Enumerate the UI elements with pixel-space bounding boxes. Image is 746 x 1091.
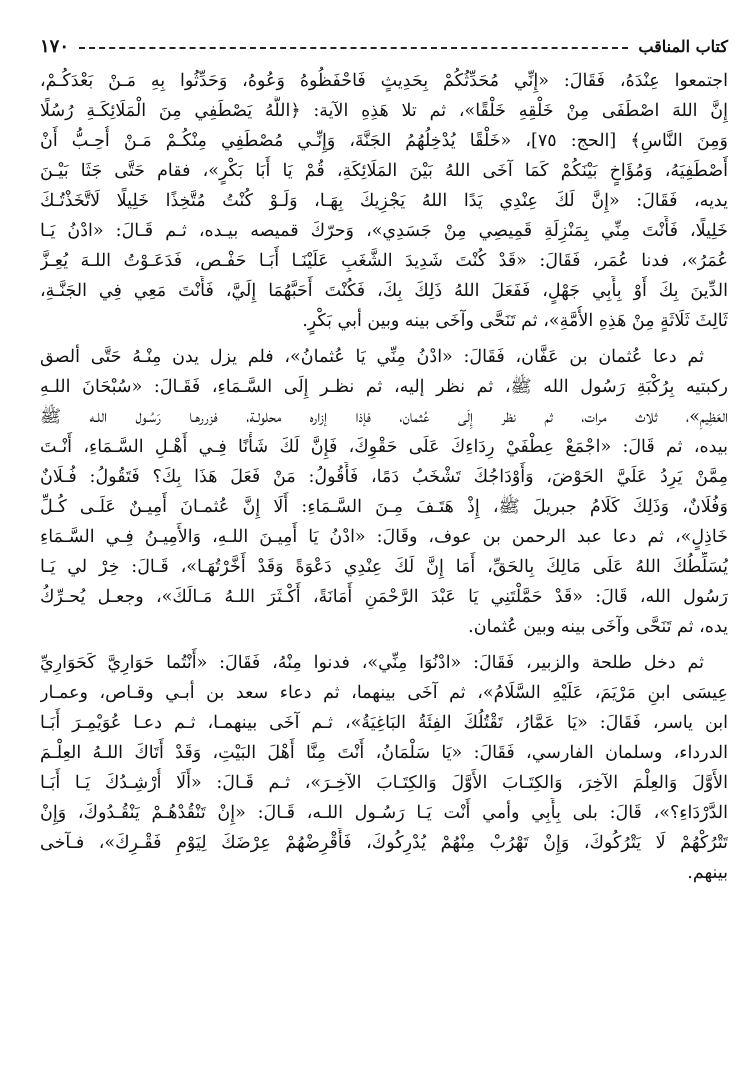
text-line: الدَّرْدَاءِ؟»، قَالَ: بلى بِأَبِي وأمي أَنْت يَـا رَسُـول اللـه، قَـالَ: «إِنْ تَنْقُدْهُـمْ يَنْقُـدُوكَ، وَإِنْ bbox=[40, 803, 728, 823]
running-header bbox=[40, 33, 728, 59]
text-line: بيده، ثم قَالَ: «اجْمَعْ عِطْفَيْ رِدَاءِكَ عَلَى حَقْوِكَ، فَإِنَّ لَكَ شَأْنًا فِـي أَهْـلِ السَّـمَاءِ، أَنْـتَ bbox=[40, 437, 728, 457]
text-line: عُمَرُ»، فدنا عُمَر، فَقَالَ: «قَدْ كُنْتَ شَدِيدَ الشَّغَبِ عَلَيْنَـا أَبَـا حَفْـص، فَدَعَـوْتُ اللـهَ يُعِـزَّ bbox=[40, 251, 728, 271]
text-line: ثَالِثَ ثَلَاثَةٍ مِنْ هَذِهِ الأُمَّةِ»، ثم تَنَحَّى وآخَى بينه وبين أبي بَكْرٍ. bbox=[302, 311, 728, 331]
text-line: ركبتيه بِرُكْبَةِ رَسُول الله ﷺ، ثم نظر إليه، ثم نظـر إِلَى السَّـمَاءِ، فَقَـالَ: «سُبْحَانَ اللـهِ bbox=[40, 377, 728, 397]
paragraph-3 bbox=[40, 648, 728, 888]
text-line: وَفُلَانٌ، وَذَلِكَ كَلَامُ جبريلَ ﷺ، إِذْ هَتَـفَ مِـنَ السَّـمَاءِ: أَلَا إِنَّ عُثمـانَ أَمِيـنٌ عَلَـى كُـلِّ bbox=[40, 497, 728, 517]
text-line: خَاذِلٍ»، ثم دعا عبد الرحمن بن عوف، وقَالَ: «ادْنُ يَا أَمِيـنَ اللـهِ، وَالأَمِيـنُ فِـي السَّـمَاءِ bbox=[40, 527, 728, 547]
text-line: ابن ياسر، فَقَالَ: «يَا عَمَّارُ، تَقْتُلُكَ الفِئَةُ البَاغِيَةُ»، ثـم آخَى بينهمـا، ثـم دعـا عُوَيْمِـرَ أَبَـا bbox=[40, 713, 728, 733]
chapter-title: كتاب المناقب bbox=[638, 36, 728, 56]
book-page bbox=[40, 0, 728, 1091]
page-number: ١٧٠ bbox=[40, 35, 70, 57]
text-line: الدِّينَ بِكَ أَوْ بِأَبِي جَهْلٍ، فَفَعَلَ اللهُ ذَلِكَ بِكَ، فَكُنْتَ أَحَبَّهُمَا إِلَيَّ، فَأَنْتَ مَعِي فِي الجَنَّـةِ، bbox=[40, 281, 728, 301]
text-line: يديه، فَقَالَ: «إِنَّ لَكَ عِنْدِي يَدًا اللهُ يَجْزِيكَ بِهَـا، وَلَـوْ كُنْتُ مُتَّخِذًا خَلِيلًا لَاتَّخَذْتُـكَ bbox=[40, 191, 728, 211]
text-line: خَلِيلًا، فَأَنْتَ مِنِّي بِمَنْزِلَةِ قَمِيصِي مِنْ جَسَدِي»، وَحرّكَ قميصه بيـده، ثـم قَـالَ: «ادْنُ يَـا bbox=[40, 221, 728, 241]
text-line: الدرداء، وسلمان الفارسي، فَقَالَ: «يَا سَلْمَانُ، أَنْتَ مِنَّا أَهْلَ البَيْتِ، وَقَدْ أَتَاكَ اللـهُ العِلْـمَ bbox=[40, 743, 728, 763]
text-line: مِمَّنْ يَرِدُ عَلَيَّ الحَوْضَ، وَأَوْدَاجُكَ تَشْخَبُ دَمًا، فَأَقُولُ: مَنْ فَعَلَ هَذَا بِكَ؟ فَتَقُولُ: فُـلَانٌ bbox=[40, 467, 728, 487]
text-line: أَصْطَفِيَهُ، وَمُؤَاخٍ بَيْنَكُمْ كَمَا آخَى اللهُ بَيْنَ المَلَائِكَةِ، قُمْ يَا أَبَا بَكْرٍ»، فقام حَتَّى جَثَا بَيْـنَ bbox=[40, 161, 728, 181]
text-line: ثم دخل طلحة والزبير، فَقَالَ: «ادْنُوَا مِنِّي»، فدنوا مِنْهُ، فَقَالَ: «أَنْتُما حَوَارِيَّ كَحَوَارِيِّ bbox=[40, 653, 704, 673]
text-line: الأَوَّلَ وَالعِلْمَ الآخِرَ، وَالكِتَـابَ الأَوَّلَ وَالكِتَـابَ الآخِـرَ»، ثـم قَـالَ: «أَلَا أُرْشِـدُكَ يَـا أَبَـا bbox=[40, 773, 728, 793]
text-line: إِنَّ اللهَ اصْطَفَى مِنْ خَلْقِهِ خَلْقًا»، ثم تلا هَذِهِ الآية: ﴿اللَّهُ يَصْطَفِي مِنَ الْمَلَائِكَـةِ رُسُلًا bbox=[40, 101, 728, 121]
paragraph-2 bbox=[40, 342, 728, 642]
text-line: تَتْرُكْهُمْ لَا يَتْرُكُوكَ، وَإِنْ تَهْرُبْ مِنْهُمْ يُدْرِكُوكَ، فَأَقْرِضْهُمْ عِرْضَكَ لِيَوْمِ فَقْـرِكَ»، فـآخى bbox=[40, 833, 728, 853]
body-text bbox=[40, 66, 728, 888]
text-line: يُسَلِّطُكَ اللهُ عَلَى مَالِكَ بِالحَقِّ، أَمَا إِنَّ لَكَ عِنْدِي دَعْوَةً وَقَدْ أَخَّرْتُهَـا»، قَـالَ: خِرْ لي يَـا bbox=[40, 557, 728, 577]
header-dashed-rule bbox=[79, 47, 628, 49]
text-line: وَمِنَ النَّاسِ﴾ [الحج: ٧٥]، «خَلْقًا يُدْخِلُهُمُ الجَنَّةَ، وَإِنِّـي مُصْطَفِي مِنْكُـمْ مَـنْ أُحِـبُّ أَنْ bbox=[40, 131, 728, 151]
text-line: رَسُول الله، قَالَ: «قَدْ حَمَّلْتَنِي يَا عَبْدَ الرَّحْمَنِ أَمَانَةً، أَكْـثَرَ اللـهُ مَـالَكَ»، وجعـل يُحـرِّكُ bbox=[40, 587, 728, 607]
text-line: بينهم. bbox=[687, 863, 728, 883]
text-line: العَظِيمِ»، ثلاث مرات، ثم نظر إِلَى عُثمان، فإذا إزاره محلولـة، فزررهـا رَسُـول اللـه ﷺ bbox=[40, 407, 728, 427]
text-line: يده، ثم تَنَحَّى وآخَى بينه وبين عُثمان. bbox=[468, 617, 728, 637]
paragraph-1 bbox=[40, 66, 728, 336]
text-line: عِيسَى ابنِ مَرْيَمَ، عَلَيْهِ السَّلَامُ»، ثم آخَى بينهما، ثم دعاء سعد بن أبـي وقـاص، وعمـار bbox=[40, 683, 728, 703]
text-line: ثم دعا عُثمان بن عَفَّان، فَقَالَ: «ادْنُ مِنِّي يَا عُثمانُ»، فلم يزل يدن مِنْـهُ حَتَّى ألصق bbox=[40, 347, 704, 367]
text-line: اجتمعوا عِنْدَهُ، فَقَالَ: «إِنِّي مُحَدِّثُكُمْ بِحَدِيثٍ فَاحْفَظُوهُ وَعُوهُ، وَحَدِّثُوا بِهِ مَـنْ بَعْدَكُـمْ، bbox=[40, 71, 728, 91]
